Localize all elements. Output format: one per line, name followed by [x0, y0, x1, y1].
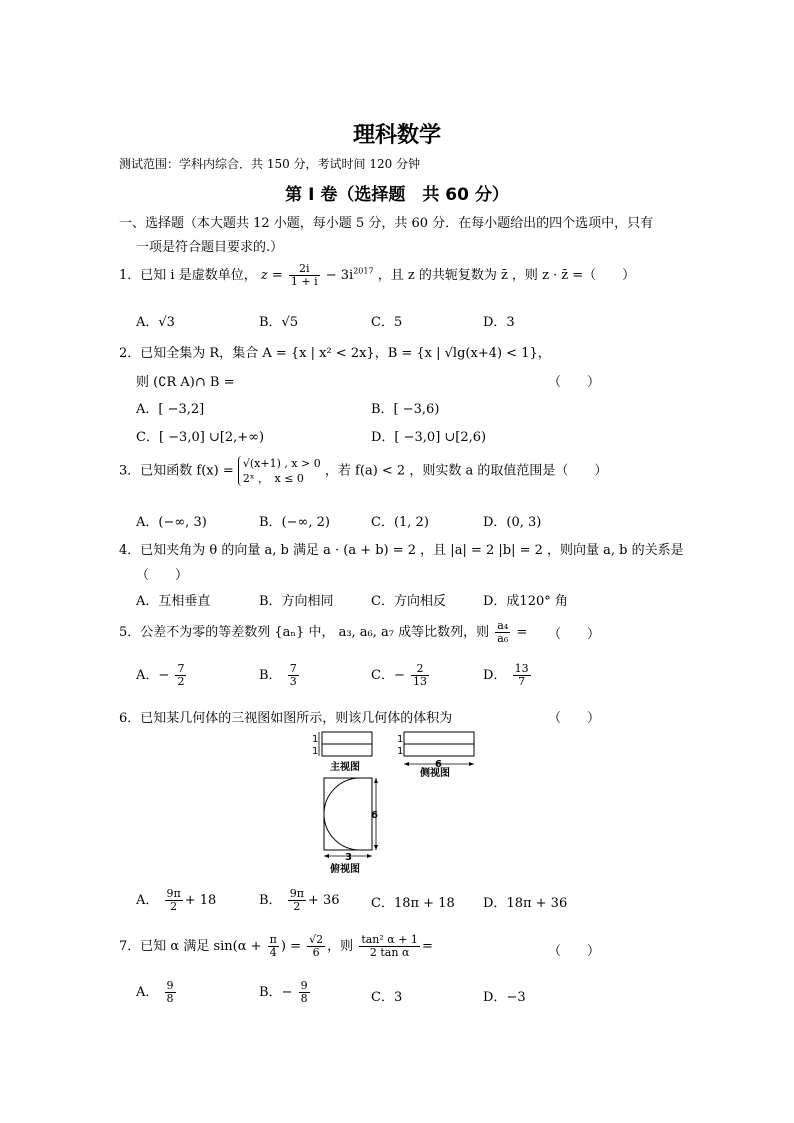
top-dim-6: 6: [371, 810, 378, 821]
front-dim-1b: 1: [312, 746, 319, 757]
section-heading: 一、选择题（本大题共 12 小题，每小题 5 分，共 60 分．在每小题给出的四个选项中，只有: [119, 216, 654, 231]
q1-lead: 1．已知 i 是虚数单位，: [119, 268, 257, 283]
q5-c-frac: [411, 663, 429, 688]
three-view-figure: [308, 726, 490, 878]
q6-a-num: 9π: [166, 887, 181, 900]
q7-tan-den: 2 tan α: [369, 946, 410, 959]
q7-a-label: A．: [136, 985, 159, 1000]
q6-answer-paren: （ ）: [548, 711, 601, 726]
q7-option-c: [371, 986, 402, 1005]
side-view-label: 侧视图: [420, 768, 450, 779]
top-view-shape: [324, 778, 372, 850]
q7-option-b: [259, 980, 312, 1005]
q5-c-den: 13: [413, 675, 427, 688]
question-7: [119, 934, 433, 959]
q5-a-frac: [175, 663, 186, 688]
front-dim-1a: 1: [312, 734, 319, 745]
section-heading-cont: 一项是符合题目要求的.）: [136, 240, 284, 255]
part-heading: 第 I 卷（选择题 共 60 分）: [285, 185, 509, 205]
q1-den: 1 + i: [290, 275, 318, 288]
q7-eq: =: [421, 939, 433, 954]
q6-option-a: [136, 888, 216, 913]
q7-c-label: C．: [371, 990, 394, 1005]
q3-lead: 3．已知函数 f(x) =: [119, 463, 234, 479]
q1-num: 2i: [289, 263, 320, 276]
front-view-label: 主视图: [330, 762, 360, 773]
q7-lead: 7．已知 α 满足 sin(α +: [119, 939, 262, 954]
q5-d-frac: [513, 663, 531, 688]
q1-fraction: [289, 263, 320, 288]
q4-option-a: A．互相垂直: [136, 594, 211, 609]
q3-case-2: 2ˣ ， x ≤ 0: [242, 472, 304, 485]
q5-b-frac: [288, 663, 299, 688]
q5-option-c: [371, 663, 431, 688]
q7-b-frac: [299, 980, 310, 1005]
q5-d-den: 7: [518, 675, 526, 688]
q5-lead: 5．公差不为零的等差数列 {aₙ} 中， a₃, a₆, a₇ 成等比数列，则: [119, 625, 490, 640]
q5-option-b: [259, 663, 301, 688]
q3-piecewise: [238, 456, 321, 486]
q6-b-label: B．: [259, 893, 282, 908]
q5-c-label: C．: [371, 668, 394, 683]
q7-tan-frac: [359, 934, 420, 959]
q6-b-tail: + 36: [307, 893, 340, 908]
q6-d-label: D．: [483, 896, 507, 911]
q7-pi-den: 4: [269, 946, 277, 959]
q5-option-d: [483, 663, 533, 688]
q5-answer-paren: （ ）: [548, 627, 601, 642]
q5-d-num: 13: [514, 662, 529, 675]
q1-option-d: D．3: [483, 315, 515, 330]
q4-option-c: C．方向相反: [371, 594, 446, 609]
q6-d-text: 18π + 36: [506, 896, 568, 911]
q3-option-c: C．(1, 2): [371, 515, 429, 530]
question-6: 6．已知某几何体的三视图如图所示，则该几何体的体积为: [119, 711, 453, 726]
q7-option-a: [136, 980, 178, 1005]
q7-then: ，则: [327, 939, 354, 954]
q4-option-b: B．方向相同: [259, 594, 334, 609]
q7-a-den: 8: [166, 992, 174, 1005]
q5-b-label: B．: [259, 668, 282, 683]
q1-rest: ，且 z 的共轭复数为 z̄ ，则 z · z̄ =（ ）: [377, 268, 636, 283]
q5-b-num: 7: [289, 662, 297, 675]
q1-option-c: C．5: [371, 315, 403, 330]
q7-rhs-den: 6: [312, 946, 320, 959]
q7-b-label: B．: [259, 985, 282, 1000]
q2-option-b: B．[ −3,6): [371, 402, 440, 417]
q6-option-b: [259, 888, 340, 913]
q1-exp: 2017: [353, 266, 374, 276]
q7-a-frac: [165, 980, 176, 1005]
q6-a-tail: + 18: [184, 893, 217, 908]
q1-z: z =: [260, 268, 283, 283]
q5-den: a₆: [497, 632, 509, 645]
test-scope: 测试范围：学科内综合．共 150 分，考试时间 120 分钟: [119, 157, 421, 171]
q6-c-text: 18π + 18: [393, 896, 455, 911]
q5-num: a₄: [497, 619, 509, 632]
q1-option-b: B．√5: [259, 315, 299, 330]
q3-option-a: A．(−∞, 3): [136, 515, 207, 530]
q5-c-sign: −: [393, 668, 405, 683]
q7-c-text: 3: [393, 990, 403, 1005]
q1-option-a: A．√3: [136, 315, 175, 330]
question-3: [119, 456, 607, 486]
q3-option-d: D．(0, 3): [483, 515, 542, 530]
q6-a-frac: [165, 888, 183, 913]
q7-pi-frac: [268, 934, 279, 959]
q5-a-sign: −: [158, 668, 170, 683]
q7-rhs-frac: [307, 934, 325, 959]
q5-a-label: A．: [136, 668, 159, 683]
q6-a-label: A．: [136, 893, 159, 908]
question-2: 2．已知全集为 R，集合 A = {x | x² < 2x}，B = {x | √lg(x+4) < 1}，: [119, 346, 551, 361]
q3-option-b: B．(−∞, 2): [259, 515, 330, 530]
q3-rest: ，若 f(a) < 2 ，则实数 a 的取值范围是（ ）: [324, 463, 608, 479]
q7-mid: ) =: [280, 939, 302, 954]
q7-d-text: −3: [506, 990, 526, 1005]
q2-option-a: A．[ −3,2]: [136, 402, 205, 417]
page-title: 理科数学: [352, 123, 441, 148]
q6-b-den: 2: [293, 900, 301, 913]
q6-c-label: C．: [371, 896, 394, 911]
top-dim-3: 3: [345, 852, 352, 863]
question-4-cont: （ ）: [136, 568, 189, 583]
q7-tan-num: tan² α + 1: [361, 933, 418, 946]
q6-option-c: [371, 892, 455, 911]
question-2-cont: 则 (∁R A)∩ B =: [136, 375, 235, 390]
q7-b-den: 8: [300, 992, 308, 1005]
q2-option-c: C．[ −3,0] ∪[2,+∞): [136, 430, 265, 445]
q7-option-d: [483, 986, 526, 1005]
side-dim-1a: 1: [397, 734, 404, 745]
q5-a-num: 7: [177, 662, 185, 675]
top-view-label: 俯视图: [330, 864, 360, 875]
q7-b-sign: −: [281, 985, 293, 1000]
q7-pi-num: π: [269, 933, 277, 946]
q1-tail: − 3i: [325, 268, 354, 283]
q6-b-frac: [288, 888, 306, 913]
q2-answer-paren: （ ）: [548, 375, 601, 390]
q5-option-a: [136, 663, 188, 688]
q5-a-den: 2: [177, 675, 185, 688]
q7-a-num: 9: [166, 979, 174, 992]
side-dim-1b: 1: [397, 746, 404, 757]
q5-d-label: D．: [483, 668, 507, 683]
question-4: 4．已知夹角为 θ 的向量 a, b 满足 a · (a + b) = 2 ，且 |a| = 2 |b| = 2 ，则向量 a, b 的关系是: [119, 543, 684, 558]
q5-b-den: 3: [289, 675, 297, 688]
q4-option-d: D．成120° 角: [483, 594, 568, 609]
q5-c-num: 2: [411, 663, 429, 676]
q7-answer-paren: （ ）: [548, 944, 601, 959]
question-5: [119, 620, 527, 645]
q6-b-num: 9π: [289, 887, 304, 900]
q6-a-den: 2: [170, 900, 178, 913]
q6-option-d: [483, 892, 567, 911]
question-1: [119, 263, 635, 288]
q5-fraction: [495, 620, 510, 645]
q5-eq: =: [516, 625, 528, 640]
q3-case-1: √(x+1) , x > 0: [242, 457, 321, 470]
q2-option-d: D．[ −3,0] ∪[2,6): [371, 430, 487, 445]
q7-d-label: D．: [483, 990, 507, 1005]
q7-b-num: 9: [300, 979, 308, 992]
q7-rhs-num: √2: [309, 933, 324, 946]
side-dim-6: 6: [435, 759, 442, 770]
